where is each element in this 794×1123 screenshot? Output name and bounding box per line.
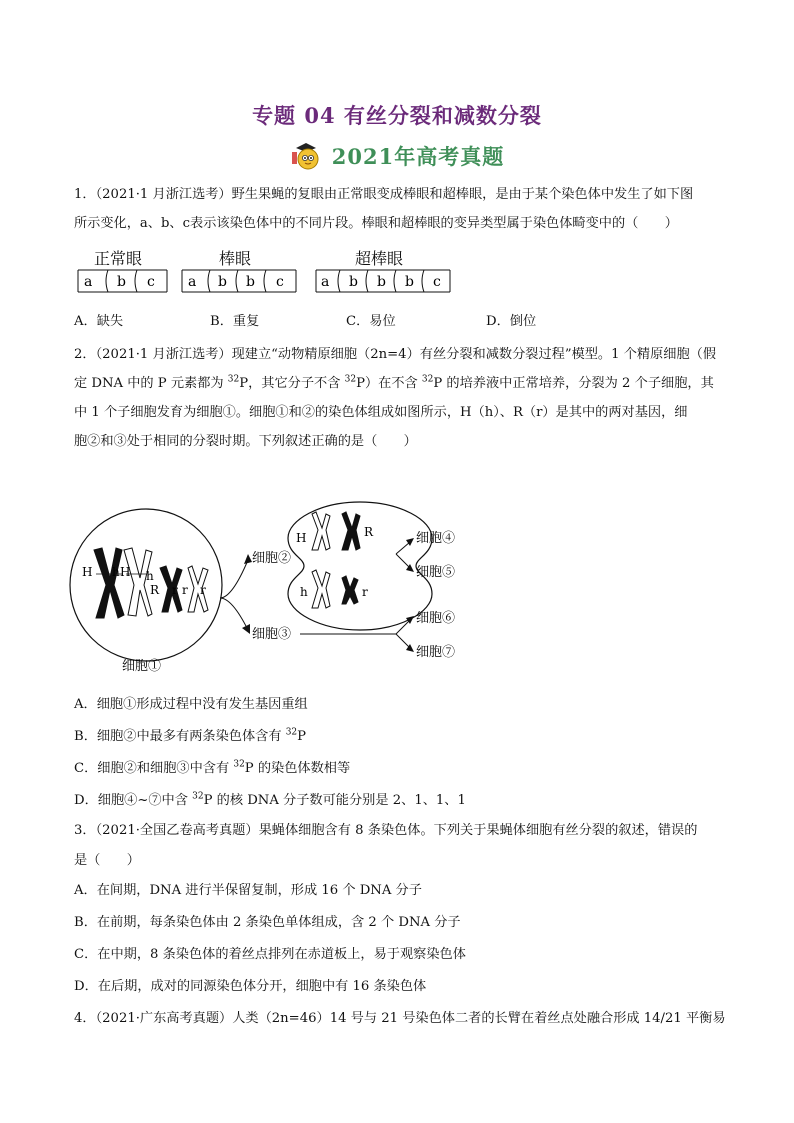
cell-7-label: 细胞⑦: [416, 645, 456, 660]
normal-eye-chromosome: [78, 270, 167, 292]
gene-label-r: r: [172, 583, 178, 597]
cell-1-label: 细胞①: [122, 659, 162, 674]
segment-b: b: [349, 274, 358, 290]
q2-option-c: C．细胞②和细胞③中含有 $^{32}$P 的染色体数相等: [74, 759, 351, 776]
gene-label-h: h: [112, 565, 120, 579]
cell-4-label: 细胞④: [416, 531, 456, 546]
q1-option-d: D．倒位: [486, 314, 537, 329]
q2-option-d: D．细胞④~⑦中含 $^{32}$P 的核 DNA 分子数可能分别是 2、1、1、1: [74, 791, 466, 808]
chromosome-segments-figure: [70, 268, 460, 298]
label-ultra-bar-eye: 超棒眼: [355, 249, 404, 268]
segment-c: c: [147, 274, 155, 290]
bar-eye-chromosome: [182, 270, 296, 292]
gene-label-h: h: [146, 569, 154, 583]
q2-option-a: A．细胞①形成过程中没有发生基因重组: [74, 697, 308, 712]
cell-2-label: 细胞②: [252, 551, 292, 566]
gene-label-H: H: [82, 565, 93, 579]
segment-b: b: [117, 274, 126, 290]
segment-b: b: [377, 274, 386, 290]
segment-b: b: [218, 274, 227, 290]
label-bar-eye: 棒眼: [219, 249, 252, 268]
ultra-bar-eye-chromosome: [316, 270, 450, 292]
cell-3-label: 细胞③: [252, 627, 292, 642]
label-normal-eye: 正常眼: [94, 249, 143, 268]
q3-option-b: B．在前期，每条染色体由 2 条染色单体组成，含 2 个 DNA 分子: [74, 915, 461, 930]
cell-2-chromosomes: [312, 512, 360, 608]
mascot-logo-icon: [290, 140, 326, 172]
segment-c: c: [433, 274, 441, 290]
q2-stem-line-4: 胞②和③处于相同的分裂时期。下列叙述正确的是（ ）: [74, 434, 417, 449]
q2-stem-line-2: 定 DNA 中的 P 元素都为 $^{32}$P，其它分子不含 $^{32}$P）在不含 $^{32}$P 的培养液中正常培养，分裂为 2 个子细胞，其: [74, 374, 714, 391]
q4-stem-line-1: 4．（2021·广东高考真题）人类（2n=46）14 号与 21 号染色体二者的长臂在着丝点处融合形成 14/21 平衡易: [74, 1011, 726, 1026]
gene-label-H: H: [296, 531, 307, 545]
q1-option-c: C．易位: [346, 314, 396, 329]
page-title: 专题 04 有丝分裂和减数分裂: [252, 103, 542, 128]
segment-b: b: [405, 274, 414, 290]
gene-label-r: r: [362, 585, 368, 599]
gene-label-H: H: [120, 565, 131, 579]
section-heading: [0, 140, 794, 172]
segment-b: b: [246, 274, 255, 290]
q3-stem-line-2: 是（ ）: [74, 853, 140, 868]
q2-stem-line-3: 中 1 个子细胞发育为细胞①。细胞①和②的染色体组成如图所示，H（h）、R（r）是其中的两对基因，细: [74, 405, 688, 420]
segment-a: a: [188, 274, 197, 290]
q1-option-b: B．重复: [210, 314, 260, 329]
segment-c: c: [276, 274, 284, 290]
gene-label-r: r: [182, 583, 188, 597]
gene-label-r: r: [200, 583, 206, 597]
cell-6-label: 细胞⑥: [416, 611, 456, 626]
q1-stem-line-2: 所示变化，a、b、c表示该染色体中的不同片段。棒眼和超棒眼的变异类型属于染色体畸变中的（ ）: [74, 216, 678, 231]
q2-option-b: B．细胞②中最多有两条染色体含有 $^{32}$P: [74, 727, 307, 744]
q1-stem-line-1: 1．（2021·1 月浙江选考）野生果蝇的复眼由正常眼变成棒眼和超棒眼，是由于某个染色体中发生了如下图: [74, 187, 694, 202]
segment-a: a: [321, 274, 330, 290]
cell-5-label: 细胞⑤: [416, 565, 456, 580]
q2-stem-line-1: 2．（2021·1 月浙江选考）现建立“动物精原细胞（2n=4）有丝分裂和减数分裂过程”模型。1 个精原细胞（假: [74, 347, 717, 362]
q3-option-c: C．在中期，8 条染色体的着丝点排列在赤道板上，易于观察染色体: [74, 947, 466, 962]
segment-a: a: [84, 274, 93, 290]
gene-label-R: R: [364, 525, 374, 539]
q1-option-a: A．缺失: [74, 314, 124, 329]
cell-division-figure: [60, 490, 480, 680]
q3-stem-line-1: 3．（2021·全国乙卷高考真题）果蝇体细胞含有 8 条染色体。下列关于果蝇体细胞有丝分裂的叙述，错误的: [74, 823, 698, 838]
gene-label-h: h: [300, 585, 308, 599]
q3-option-d: D．在后期，成对的同源染色体分开，细胞中有 16 条染色体: [74, 979, 427, 994]
gene-label-R: R: [150, 583, 160, 597]
section-subtitle: 2021年高考真题: [331, 144, 505, 169]
q3-option-a: A．在间期，DNA 进行半保留复制，形成 16 个 DNA 分子: [74, 883, 422, 898]
